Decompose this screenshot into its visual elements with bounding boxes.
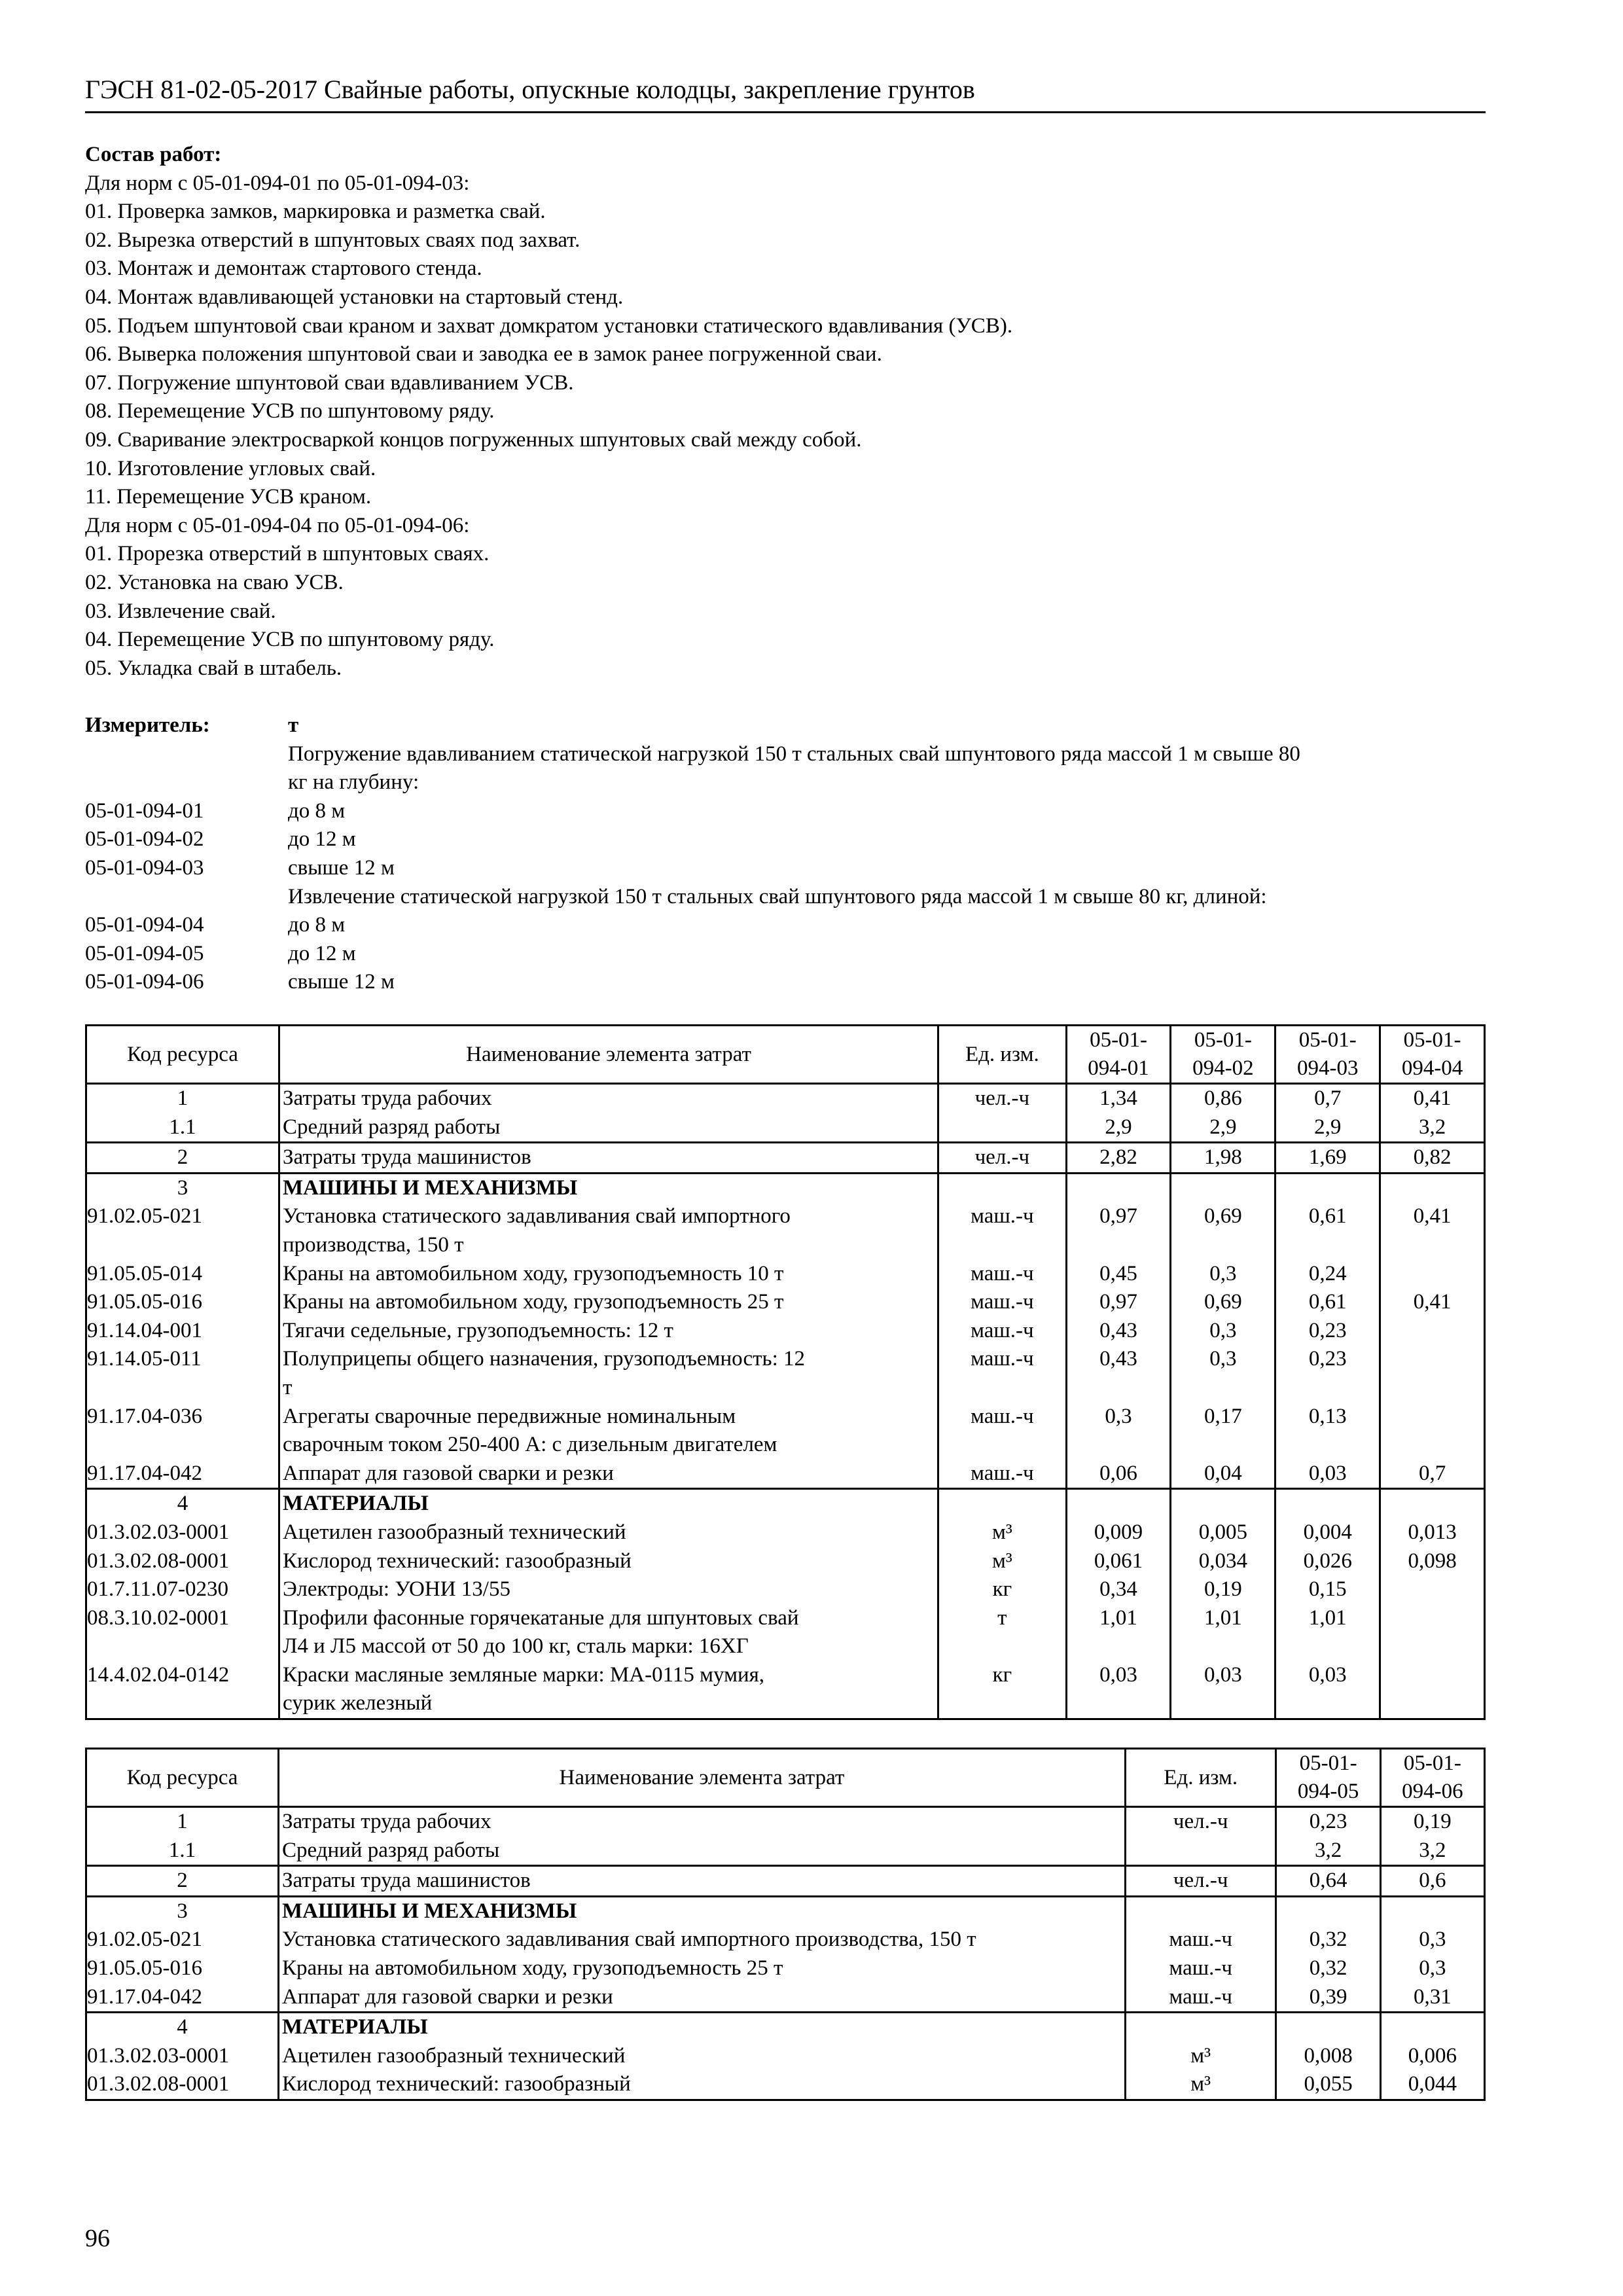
table-row (86, 1403, 1485, 1460)
table-row (86, 1896, 1485, 1926)
value-cell: 2,9 (1066, 1113, 1171, 1143)
unit-cell: чел.-ч (938, 1084, 1067, 1113)
page-number: 96 (85, 2225, 110, 2252)
resource-name: МАТЕРИАЛЫ (278, 2013, 1125, 2042)
table-row (86, 1489, 1485, 1518)
table-row (86, 1866, 1485, 1897)
unit-cell: м³ (1125, 2070, 1276, 2100)
works-line: Для норм с 05-01-094-04 по 05-01-094-06: (85, 513, 470, 537)
unit-cell: чел.-ч (1125, 1807, 1276, 1837)
resource-name: Аппарат для газовой сварки и резки (278, 1983, 1125, 2013)
value-cell: 0,098 (1380, 1547, 1485, 1576)
works-composition (85, 141, 1486, 683)
value-cell: 0,03 (1275, 1661, 1380, 1719)
works-line: 11. Перемещение УСВ краном. (85, 485, 372, 509)
unit-cell: маш.-ч (1125, 1983, 1276, 2013)
value-cell: 0,41 (1380, 1288, 1485, 1317)
unit-cell (1125, 2013, 1276, 2042)
resource-code: 1.1 (86, 1113, 279, 1143)
resource-code: 91.02.05-021 (86, 1926, 279, 1954)
resource-code: 2 (86, 1866, 279, 1897)
unit-cell: м³ (938, 1518, 1067, 1547)
col-header-unit: Ед. изм. (1125, 1749, 1276, 1807)
col-header-name: Наименование элемента затрат (279, 1026, 938, 1084)
resource-code: 1 (86, 1807, 279, 1837)
value-cell: 0,24 (1275, 1260, 1380, 1289)
page-header: ГЭСН 81-02-05-2017 Свайные работы, опускные колодцы, закрепление грунтов (85, 72, 1486, 113)
value-cell: 0,03 (1275, 1460, 1380, 1489)
table-row (86, 1113, 1485, 1143)
value-cell (1380, 1661, 1485, 1719)
value-cell: 0,055 (1276, 2070, 1380, 2100)
value-cell: 3,2 (1380, 1113, 1485, 1143)
value-cell: 1,01 (1275, 1604, 1380, 1661)
value-cell (1380, 1345, 1485, 1402)
resource-code: 01.3.02.03-0001 (86, 2042, 279, 2071)
col-header-norm: 05-01- 094-06 (1380, 1749, 1484, 1807)
resource-code: 3 (86, 1173, 279, 1202)
measure-desc: Извлечение статической нагрузкой 150 т стальных свай шпунтового ряда массой 1 м свыше 80 кг, длиной: (288, 884, 1267, 908)
unit-cell: маш.-ч (938, 1202, 1067, 1259)
value-cell: 0,23 (1275, 1345, 1380, 1402)
value-cell: 0,3 (1380, 1954, 1484, 1983)
value-cell: 0,7 (1380, 1460, 1485, 1489)
table-row (86, 1173, 1485, 1202)
measure-desc: кг на глубину: (288, 770, 419, 795)
col-header-norm: 05-01- 094-04 (1380, 1026, 1485, 1084)
unit-cell: маш.-ч (938, 1345, 1067, 1402)
value-cell: 0,31 (1380, 1983, 1484, 2013)
value-cell: 0,41 (1380, 1202, 1485, 1259)
resource-name: Установка статического задавливания свай импортного производства, 150 т (279, 1202, 938, 1259)
table-row (86, 1084, 1485, 1113)
resource-code: 91.02.05-021 (86, 1202, 279, 1259)
value-cell: 0,3 (1171, 1317, 1275, 1346)
norm-text: до 8 м (288, 798, 346, 823)
value-cell: 0,97 (1066, 1202, 1171, 1259)
works-line: 03. Извлечение свай. (85, 599, 276, 623)
resource-code: 91.14.04-001 (86, 1317, 279, 1346)
resource-name: Ацетилен газообразный технический (279, 1518, 938, 1547)
table-row (86, 1317, 1485, 1346)
value-cell: 0,009 (1066, 1518, 1171, 1547)
resource-name: Средний разряд работы (279, 1113, 938, 1143)
table-row (86, 1288, 1485, 1317)
value-cell: 0,86 (1171, 1084, 1275, 1113)
resource-name: Электроды: УОНИ 13/55 (279, 1575, 938, 1604)
value-cell: 0,23 (1276, 1807, 1380, 1837)
value-cell: 0,6 (1380, 1866, 1484, 1897)
table-row (86, 1604, 1485, 1661)
value-cell: 0,45 (1066, 1260, 1171, 1289)
resource-code: 01.3.02.03-0001 (86, 1518, 279, 1547)
resource-code: 3 (86, 1896, 279, 1926)
measure-desc: Погружение вдавливанием статической нагрузкой 150 т стальных свай шпунтового ряда массой 1 м свыше 80 (288, 742, 1300, 766)
value-cell (1380, 1489, 1485, 1518)
table-row (86, 1202, 1485, 1259)
norm-code: 05-01-094-01 (85, 798, 204, 823)
value-cell: 0,006 (1380, 2042, 1484, 2071)
resource-table-2 (85, 1748, 1486, 2101)
measure-label: Измеритель: (85, 713, 210, 737)
norm-text: до 12 м (288, 827, 356, 852)
unit-cell: маш.-ч (938, 1288, 1067, 1317)
table-row (86, 1518, 1485, 1547)
resource-name: Краны на автомобильном ходу, грузоподъемность 25 т (278, 1954, 1125, 1983)
value-cell (1276, 1896, 1380, 1926)
resource-code: 91.05.05-014 (86, 1260, 279, 1289)
value-cell: 0,34 (1066, 1575, 1171, 1604)
works-line: 06. Выверка положения шпунтовой сваи и заводка ее в замок ранее погруженной сваи. (85, 342, 882, 367)
col-header-norm: 05-01- 094-02 (1171, 1026, 1275, 1084)
resource-name: Тягачи седельные, грузоподъемность: 12 т (279, 1317, 938, 1346)
unit-cell (1125, 1837, 1276, 1866)
unit-cell (938, 1173, 1067, 1202)
resource-name: Аппарат для газовой сварки и резки (279, 1460, 938, 1489)
value-cell: 0,17 (1171, 1403, 1275, 1460)
works-line: 02. Установка на сваю УСВ. (85, 570, 344, 594)
resource-code: 01.3.02.08-0001 (86, 2070, 279, 2100)
unit-cell: маш.-ч (938, 1403, 1067, 1460)
value-cell: 0,64 (1276, 1866, 1380, 1897)
value-cell: 0,32 (1276, 1954, 1380, 1983)
works-line: 05. Подъем шпунтовой сваи краном и захват домкратом установки статического вдавливания (УСВ). (85, 314, 1013, 338)
col-header-norm: 05-01- 094-05 (1276, 1749, 1380, 1807)
table-row (86, 1837, 1485, 1866)
resource-code: 91.05.05-016 (86, 1288, 279, 1317)
resource-name: МАШИНЫ И МЕХАНИЗМЫ (278, 1896, 1125, 1926)
value-cell (1275, 1489, 1380, 1518)
resource-name: Средний разряд работы (278, 1837, 1125, 1866)
resource-name: Затраты труда машинистов (278, 1866, 1125, 1897)
value-cell: 0,61 (1275, 1288, 1380, 1317)
resource-code: 1.1 (86, 1837, 279, 1866)
resource-name: Профили фасонные горячекатаные для шпунтовых свай Л4 и Л5 массой от 50 до 100 кг, сталь марки: 16ХГ (279, 1604, 938, 1661)
value-cell: 0,3 (1171, 1345, 1275, 1402)
works-line: 02. Вырезка отверстий в шпунтовых сваях под захват. (85, 228, 580, 252)
value-cell: 0,13 (1275, 1403, 1380, 1460)
value-cell (1380, 1403, 1485, 1460)
table-row (86, 1345, 1485, 1402)
value-cell: 0,3 (1066, 1403, 1171, 1460)
table-row (86, 1954, 1485, 1983)
resource-name: Затраты труда рабочих (278, 1807, 1125, 1837)
value-cell: 0,004 (1275, 1518, 1380, 1547)
table-row (86, 2013, 1485, 2042)
value-cell (1171, 1489, 1275, 1518)
value-cell (1275, 1173, 1380, 1202)
value-cell (1380, 1317, 1485, 1346)
works-line: 04. Монтаж вдавливающей установки на стартовый стенд. (85, 285, 624, 309)
norm-text: свыше 12 м (288, 970, 395, 994)
resource-code: 01.7.11.07-0230 (86, 1575, 279, 1604)
value-cell (1380, 1896, 1484, 1926)
resource-code: 91.14.05-011 (86, 1345, 279, 1402)
unit-cell: маш.-ч (938, 1260, 1067, 1289)
value-cell: 0,19 (1380, 1807, 1484, 1837)
value-cell: 1,98 (1171, 1143, 1275, 1174)
value-cell: 0,43 (1066, 1317, 1171, 1346)
value-cell: 0,008 (1276, 2042, 1380, 2071)
resource-name: Агрегаты сварочные передвижные номинальным сварочным током 250-400 А: с дизельным двигателем (279, 1403, 938, 1460)
unit-cell: т (938, 1604, 1067, 1661)
unit-cell (938, 1113, 1067, 1143)
norm-text: до 8 м (288, 913, 346, 937)
table-row (86, 1661, 1485, 1719)
resource-name: Краны на автомобильном ходу, грузоподъемность 10 т (279, 1260, 938, 1289)
value-cell: 3,2 (1380, 1837, 1484, 1866)
value-cell: 2,9 (1275, 1113, 1380, 1143)
value-cell (1380, 1260, 1485, 1289)
table-row (86, 1807, 1485, 1837)
value-cell: 0,43 (1066, 1345, 1171, 1402)
table-row (86, 1260, 1485, 1289)
norm-text: свыше 12 м (288, 855, 395, 880)
value-cell: 0,3 (1380, 1926, 1484, 1954)
value-cell: 0,06 (1066, 1460, 1171, 1489)
value-cell (1066, 1173, 1171, 1202)
resource-code: 2 (86, 1143, 279, 1174)
unit-cell: м³ (938, 1547, 1067, 1576)
value-cell: 0,61 (1275, 1202, 1380, 1259)
unit-cell: кг (938, 1575, 1067, 1604)
value-cell: 0,32 (1276, 1926, 1380, 1954)
value-cell: 0,005 (1171, 1518, 1275, 1547)
unit-cell: чел.-ч (1125, 1866, 1276, 1897)
resource-name: Затраты труда машинистов (279, 1143, 938, 1174)
table-row (86, 1547, 1485, 1576)
value-cell: 1,01 (1066, 1604, 1171, 1661)
resource-name: Ацетилен газообразный технический (278, 2042, 1125, 2071)
unit-cell: маш.-ч (1125, 1954, 1276, 1983)
works-line: Для норм с 05-01-094-01 по 05-01-094-03: (85, 171, 470, 195)
value-cell: 0,39 (1276, 1983, 1380, 2013)
works-line: 05. Укладка свай в штабель. (85, 656, 342, 680)
works-line: 01. Прорезка отверстий в шпунтовых сваях. (85, 542, 490, 566)
resource-code: 4 (86, 1489, 279, 1518)
works-line: 10. Изготовление угловых свай. (85, 456, 376, 480)
resource-code: 91.05.05-016 (86, 1954, 279, 1983)
table-row (86, 2070, 1485, 2100)
value-cell: 1,34 (1066, 1084, 1171, 1113)
norm-code: 05-01-094-03 (85, 855, 204, 880)
value-cell (1380, 1575, 1485, 1604)
resource-code: 1 (86, 1084, 279, 1113)
resource-code: 91.17.04-036 (86, 1403, 279, 1460)
value-cell: 0,03 (1066, 1661, 1171, 1719)
value-cell: 0,82 (1380, 1143, 1485, 1174)
value-cell: 0,23 (1275, 1317, 1380, 1346)
value-cell (1276, 2013, 1380, 2042)
unit-cell: маш.-ч (938, 1317, 1067, 1346)
resource-name: Кислород технический: газообразный (279, 1547, 938, 1576)
value-cell: 3,2 (1276, 1837, 1380, 1866)
value-cell: 0,19 (1171, 1575, 1275, 1604)
resource-name: МАШИНЫ И МЕХАНИЗМЫ (279, 1173, 938, 1202)
col-header-code: Код ресурса (86, 1749, 279, 1807)
resource-name: Установка статического задавливания свай импортного производства, 150 т (278, 1926, 1125, 1954)
value-cell: 0,7 (1275, 1084, 1380, 1113)
unit-cell: кг (938, 1661, 1067, 1719)
value-cell: 0,061 (1066, 1547, 1171, 1576)
measure-unit: т (288, 713, 299, 737)
value-cell: 2,9 (1171, 1113, 1275, 1143)
table-row (86, 2042, 1485, 2071)
resource-code: 14.4.02.04-0142 (86, 1661, 279, 1719)
value-cell: 0,97 (1066, 1288, 1171, 1317)
value-cell (1171, 1173, 1275, 1202)
value-cell: 1,69 (1275, 1143, 1380, 1174)
value-cell: 1,01 (1171, 1604, 1275, 1661)
resource-name: Краски масляные земляные марки: МА-0115 мумия, сурик железный (279, 1661, 938, 1719)
value-cell: 0,013 (1380, 1518, 1485, 1547)
table-row (86, 1983, 1485, 2013)
works-line: 09. Сваривание электросваркой концов погруженных шпунтовых свай между собой. (85, 427, 862, 452)
value-cell (1380, 1604, 1485, 1661)
value-cell (1380, 2013, 1484, 2042)
value-cell: 0,41 (1380, 1084, 1485, 1113)
norm-code: 05-01-094-04 (85, 913, 204, 937)
table-row (86, 1460, 1485, 1489)
resource-name: Затраты труда рабочих (279, 1084, 938, 1113)
value-cell (1066, 1489, 1171, 1518)
unit-cell (1125, 1896, 1276, 1926)
norm-code: 05-01-094-06 (85, 970, 204, 994)
unit-cell: м³ (1125, 2042, 1276, 2071)
col-header-norm: 05-01- 094-03 (1275, 1026, 1380, 1084)
norm-code: 05-01-094-05 (85, 941, 204, 965)
value-cell: 2,82 (1066, 1143, 1171, 1174)
resource-code: 08.3.10.02-0001 (86, 1604, 279, 1661)
resource-code: 91.17.04-042 (86, 1983, 279, 2013)
col-header-unit: Ед. изм. (938, 1026, 1067, 1084)
value-cell: 0,03 (1171, 1661, 1275, 1719)
table-row (86, 1926, 1485, 1954)
col-header-code: Код ресурса (86, 1026, 279, 1084)
col-header-norm: 05-01- 094-01 (1066, 1026, 1171, 1084)
value-cell: 0,044 (1380, 2070, 1484, 2100)
works-line: 03. Монтаж и демонтаж стартового стенда. (85, 257, 482, 281)
norm-text: до 12 м (288, 941, 356, 965)
value-cell (1380, 1173, 1485, 1202)
works-line: 07. Погружение шпунтовой сваи вдавливанием УСВ. (85, 370, 574, 395)
resource-code: 01.3.02.08-0001 (86, 1547, 279, 1576)
works-line: 01. Проверка замков, маркировка и разметка свай. (85, 200, 546, 224)
table-row (86, 1143, 1485, 1174)
unit-cell: чел.-ч (938, 1143, 1067, 1174)
unit-cell: маш.-ч (1125, 1926, 1276, 1954)
value-cell: 0,69 (1171, 1202, 1275, 1259)
col-header-name: Наименование элемента затрат (278, 1749, 1125, 1807)
resource-name: МАТЕРИАЛЫ (279, 1489, 938, 1518)
resource-table-1 (85, 1024, 1486, 1720)
value-cell: 0,15 (1275, 1575, 1380, 1604)
resource-name: Полуприцепы общего назначения, грузоподъемность: 12 т (279, 1345, 938, 1402)
norm-code: 05-01-094-02 (85, 827, 204, 852)
value-cell: 0,04 (1171, 1460, 1275, 1489)
works-title: Состав работ: (85, 143, 222, 166)
value-cell: 0,026 (1275, 1547, 1380, 1576)
unit-cell: маш.-ч (938, 1460, 1067, 1489)
measure-block (85, 711, 1486, 997)
resource-name: Краны на автомобильном ходу, грузоподъемность 25 т (279, 1288, 938, 1317)
unit-cell (938, 1489, 1067, 1518)
resource-name: Кислород технический: газообразный (278, 2070, 1125, 2100)
resource-code: 4 (86, 2013, 279, 2042)
works-line: 08. Перемещение УСВ по шпунтовому ряду. (85, 399, 495, 423)
value-cell: 0,034 (1171, 1547, 1275, 1576)
value-cell: 0,69 (1171, 1288, 1275, 1317)
table-row (86, 1575, 1485, 1604)
value-cell: 0,3 (1171, 1260, 1275, 1289)
works-line: 04. Перемещение УСВ по шпунтовому ряду. (85, 628, 495, 652)
resource-code: 91.17.04-042 (86, 1460, 279, 1489)
